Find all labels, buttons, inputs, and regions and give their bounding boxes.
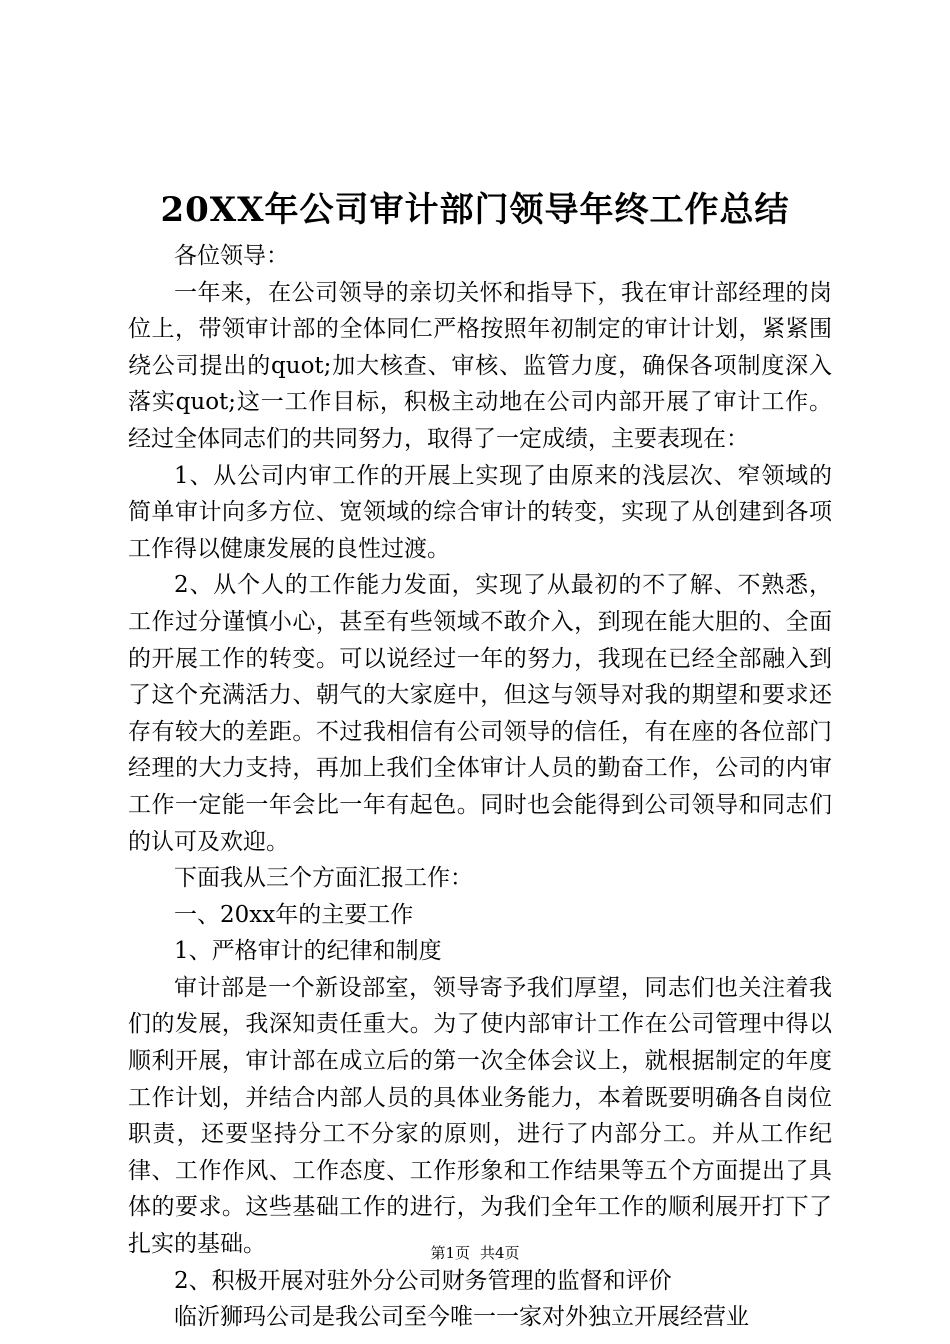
page-footer (0, 1243, 950, 1263)
page-total: 共4页 (480, 1244, 520, 1262)
document-title: 20XX年公司审计部门领导年终工作总结 (160, 190, 790, 230)
paragraph-point-1: 1、从公司内审工作的开展上实现了由原来的浅层次、窄领域的简单审计向多方位、宽领域的综合审计的转变，实现了从创建到各项工作得以健康发展的良性过渡。 (128, 462, 832, 562)
page-number: 第1页 (430, 1244, 470, 1262)
paragraph-subsection-1: 审计部是一个新设部室，领导寄予我们厚望，同志们也关注着我们的发展，我深知责任重大。为了使内部审计工作在公司管理中得以顺利开展，审计部在成立后的第一次全体会议上，就根据制定的年度工作计划，并结合内部人员的具体业务能力，本着既要明确各自岗位职责，还要坚持分工不分家的原则，进行了内部分工。并从工作纪律、工作作风、工作态度、工作形象和工作结果等五个方面提出了具体的要求。这些基础工作的进行，为我们全年工作的顺利展开打下了扎实的基础。 (128, 974, 832, 1258)
paragraph-transition: 下面我从三个方面汇报工作： (174, 865, 473, 892)
salutation: 各位领导： (174, 243, 289, 269)
subsection-heading-2: 2、积极开展对驻外分公司财务管理的监督和评价 (174, 1267, 672, 1294)
section-heading-1: 一、20xx年的主要工作 (174, 901, 414, 928)
paragraph-intro: 一年来，在公司领导的亲切关怀和指导下，我在审计部经理的岗位上，带领审计部的全体同仁严格按照年初制定的审计计划，紧紧围绕公司提出的quot;加大核查、审核、监管力度，确保各项制度深入落实quot;这一工作目标，积极主动地在公司内部开展了审计工作。经过全体同志们的共同努力，取得了一定成绩，主要表现在： (128, 279, 832, 452)
document-body (128, 238, 832, 1336)
paragraph-subsection-2: 临沂狮玛公司是我公司至今唯一一家对外独立开展经营业 (174, 1304, 749, 1331)
subsection-heading-1: 1、严格审计的纪律和制度 (174, 938, 442, 965)
paragraph-point-2: 2、从个人的工作能力发面，实现了从最初的不了解、不熟悉，工作过分谨慎小心，甚至有些领域不敢介入，到现在能大胆的、全面的开展工作的转变。可以说经过一年的努力，我现在已经全部融入到了这个充满活力、朝气的大家庭中，但这与领导对我的期望和要求还存有较大的差距。不过我相信有公司领导的信任，有在座的各位部门经理的大力支持，再加上我们全体审计人员的勤奋工作，公司的内审工作一定能一年会比一年有起色。同时也会能得到公司领导和同志们的认可及欢迎。 (128, 572, 832, 855)
